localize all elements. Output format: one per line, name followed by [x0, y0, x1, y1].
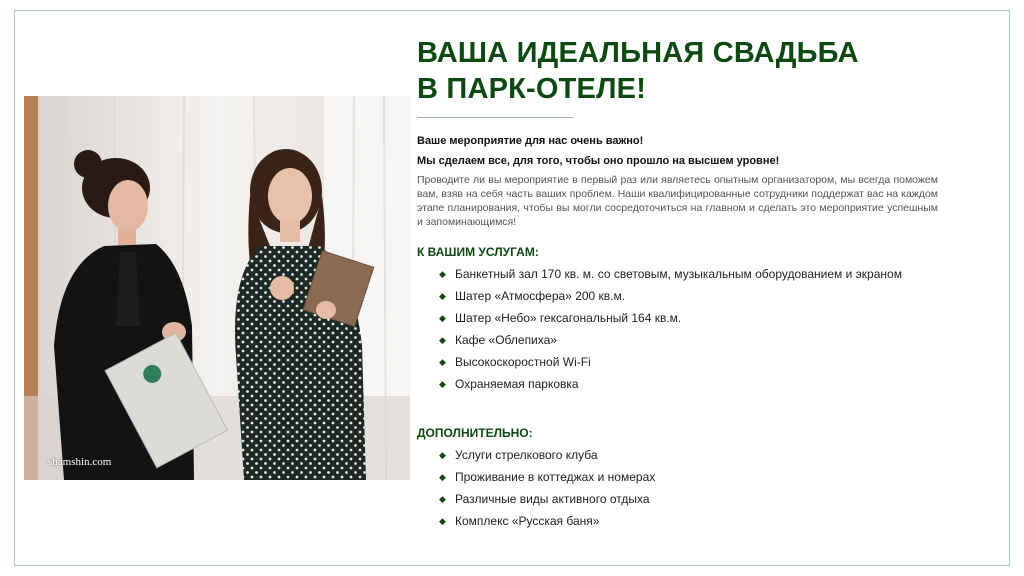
services-list — [439, 267, 909, 399]
title-divider — [417, 117, 573, 118]
photo-illustration — [24, 96, 410, 480]
diamond-bullet-icon: ◆ — [439, 450, 446, 460]
diamond-bullet-icon: ◆ — [439, 357, 446, 367]
title-line-2: В ПАРК-ОТЕЛЕ! — [417, 73, 647, 105]
diamond-bullet-icon: ◆ — [439, 516, 446, 526]
diamond-bullet-icon: ◆ — [439, 494, 446, 504]
lead-text-2: Мы сделаем все, для того, чтобы оно прошло на высшем уровне! — [417, 155, 780, 167]
list-item: ◆ Охраняемая парковка — [439, 377, 579, 391]
extras-list — [439, 448, 909, 536]
page-title — [417, 35, 942, 107]
hero-photo — [24, 96, 410, 480]
list-item: ◆ Кафе «Облепиха» — [439, 333, 557, 347]
diamond-bullet-icon: ◆ — [439, 472, 446, 482]
title-line-1: ВАША ИДЕАЛЬНАЯ СВАДЬБА — [417, 37, 859, 69]
list-item: ◆ Комплекс «Русская баня» — [439, 514, 600, 528]
diamond-bullet-icon: ◆ — [439, 269, 446, 279]
lead-text-1: Ваше мероприятие для нас очень важно! — [417, 135, 644, 147]
list-item: ◆ Шатер «Небо» гексагональный 164 кв.м. — [439, 311, 682, 325]
list-item: ◆ Высокоскоростной Wi-Fi — [439, 355, 591, 369]
diamond-bullet-icon: ◆ — [439, 335, 446, 345]
diamond-bullet-icon: ◆ — [439, 379, 446, 389]
list-item: ◆ Банкетный зал 170 кв. м. со световым, музыкальным оборудованием и экраном — [439, 267, 902, 281]
list-item: ◆ Шатер «Атмосфера» 200 кв.м. — [439, 289, 626, 303]
list-item: ◆ Услуги стрелкового клуба — [439, 448, 598, 462]
diamond-bullet-icon: ◆ — [439, 291, 446, 301]
photo-credit: shamshin.com — [48, 456, 112, 468]
diamond-bullet-icon: ◆ — [439, 313, 446, 323]
intro-paragraph: Проводите ли вы мероприятие в первый раз или являетесь опытным организатором, мы всегда поможем вам, взяв на себя часть ваших проблем. Наши квалифицированные сотрудники поддержат вас на каждом этапе планирования, чтобы вы могли сосредоточиться на главном и сделать это мероприятие успешным и запоминающимся! — [417, 174, 938, 228]
services-heading: К ВАШИМ УСЛУГАМ: — [417, 245, 539, 259]
list-item: ◆ Проживание в коттеджах и номерах — [439, 470, 656, 484]
list-item: ◆ Различные виды активного отдыха — [439, 492, 650, 506]
extras-heading: ДОПОЛНИТЕЛЬНО: — [417, 426, 533, 440]
